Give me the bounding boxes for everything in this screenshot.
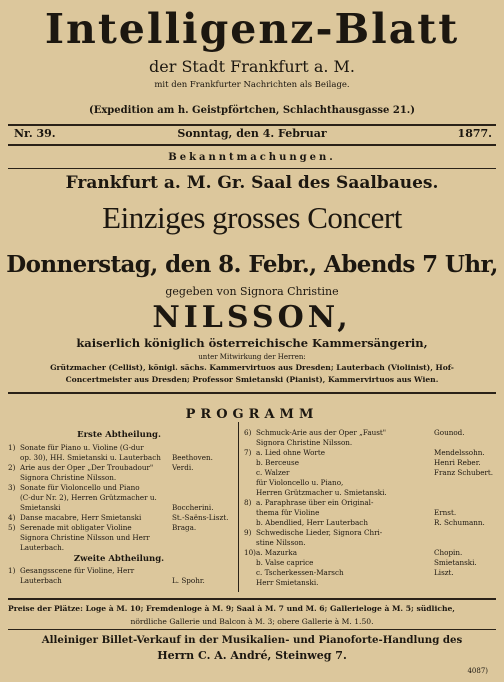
program-item-number: 1): [8, 443, 16, 452]
program-item-number: 6): [244, 428, 252, 437]
performers-line-1: Grützmacher (Cellist), königl. sächs. Kammervirtuos aus Dresden; Lauterbach (Violinist), Hof-: [50, 363, 454, 372]
artist-name: NILSSON,: [152, 300, 352, 335]
program-item-text: stine Nilsson.: [256, 538, 306, 547]
program-item-composer: St.-Saëns-Liszt.: [172, 513, 229, 522]
concert-headline: Einziges grosses Concert: [102, 200, 402, 235]
ad-reference-number: 4087): [467, 667, 488, 675]
program-item-text: Gesangsscene für Violine, Herr: [20, 566, 135, 575]
program-item-text: Herr Smietanski.: [256, 578, 319, 587]
program-item-text: Serenade mit obligater Violine: [20, 523, 132, 532]
program-item-composer: Franz Schubert.: [434, 468, 494, 477]
masthead-rule-top: [8, 124, 496, 126]
artist-title: kaiserlich königlich österreichische Kammersängerin,: [76, 336, 428, 350]
program-item-composer: Smietanski.: [434, 558, 477, 567]
concert-date: Donnerstag, den 8. Febr., Abends 7 Uhr,: [6, 251, 498, 278]
masthead-tagline: mit den Frankfurter Nachrichten als Beilage.: [154, 80, 350, 90]
program-item-composer: Boccherini.: [172, 503, 214, 512]
program-item-text: Sonate für Violoncello und Piano: [20, 483, 140, 492]
issue-number: Nr. 39.: [14, 127, 56, 140]
masthead-subtitle: der Stadt Frankfurt a. M.: [149, 57, 355, 76]
program-item-composer: L. Spohr.: [172, 576, 205, 585]
program-item-number: 8): [244, 498, 252, 507]
program-item-text: Signora Christine Nilsson.: [20, 473, 117, 482]
program-item-text: a. Mazurka: [256, 548, 297, 557]
masthead-rule-bottom: [8, 144, 496, 146]
program-heading: PROGRAMM: [185, 407, 319, 422]
program-item-number: 1): [8, 566, 16, 575]
program-item-text: op. 30), HH. Smietanski u. Lauterbach: [20, 453, 161, 462]
program-item-text: b. Abendlied, Herr Lauterbach: [256, 518, 368, 527]
sales-line-2: Herrn C. A. André, Steinweg 7.: [157, 649, 347, 662]
masthead-expedition: (Expedition am h. Geistpförtchen, Schlachthausgasse 21.): [88, 105, 416, 116]
performers-line-2: Concertmeister aus Dresden; Professor Smietanski (Pianist), Kammervirtuos aus Wien.: [65, 375, 439, 384]
program-item-text: Schmuck-Arie aus der Oper „Faust": [256, 428, 387, 437]
program-item-text: a. Paraphrase über ein Original-: [256, 498, 374, 507]
program-item-number: 7): [244, 448, 252, 457]
program-item-composer: Henri Reber.: [434, 458, 481, 467]
issue-year: 1877.: [457, 127, 492, 140]
masthead-title: Intelligenz-Blatt: [44, 5, 460, 53]
program-item-composer: Beethoven.: [172, 453, 213, 462]
program-item-number: 4): [8, 513, 16, 522]
program-item-composer: Verdi.: [172, 463, 194, 472]
program-item-text: für Violoncello u. Piano,: [256, 478, 344, 487]
sales-rule: [8, 629, 496, 630]
prices-line-1: Preise der Plätze: Loge à M. 10; Fremdenloge à M. 9; Saal à M. 7 und M. 6; Gallerieloge à M. 5; südliche,: [8, 604, 455, 613]
program-item-text: Lauterbach: [20, 576, 62, 585]
program-column-divider: [238, 422, 239, 592]
program-item-text: Sonate für Piano u. Violine (G-dur: [20, 443, 144, 452]
program-item-text: (C-dur Nr. 2), Herren Grützmacher u.: [20, 493, 157, 502]
prices-line-2: nördliche Gallerie und Balcon à M. 3; obere Gallerie à M. 1.50.: [130, 617, 374, 626]
program-item-number: 2): [8, 463, 16, 472]
program-item-text: Lauterbach.: [20, 543, 65, 552]
part1-heading: Erste Abtheilung.: [77, 430, 161, 440]
assisting-line: unter Mitwirkung der Herren:: [198, 353, 306, 361]
program-item-text: Signora Christine Nilsson und Herr: [20, 533, 150, 542]
program-item-text: Smietanski: [20, 503, 61, 512]
program-item-text: Schwedische Lieder, Signora Chri-: [256, 528, 383, 537]
program-item-composer: Gounod.: [434, 428, 465, 437]
program-item-composer: Chopin.: [434, 548, 463, 557]
program-item-text: c. Walzer: [256, 468, 290, 477]
program-item-composer: Ernst.: [434, 508, 457, 517]
program-item-text: c. Tscherkessen-Marsch: [256, 568, 344, 577]
program-item-number: 3): [8, 483, 16, 492]
program-item-text: Danse macabre, Herr Smietanski: [20, 513, 142, 522]
sales-line-1: Alleiniger Billet-Verkauf in der Musikalien- und Pianoforte-Handlung des: [41, 634, 463, 646]
program-item-text: thema für Violine: [256, 508, 320, 517]
section-heading: Bekanntmachungen.: [168, 152, 336, 163]
notice-rule-top: [8, 168, 496, 169]
program-item-text: Arie aus der Oper „Der Troubadour": [20, 463, 154, 472]
program-item-text: b. Valse caprice: [256, 558, 314, 567]
given-by: gegeben von Signora Christine: [165, 285, 339, 298]
program-item-composer: Mendelssohn.: [434, 448, 485, 457]
part2-heading: Zweite Abtheilung.: [73, 554, 165, 564]
program-item-composer: R. Schumann.: [434, 518, 485, 527]
program-item-text: Herren Grützmacher u. Smietanski.: [256, 488, 387, 497]
program-item-composer: Liszt.: [434, 568, 454, 577]
program-item-composer: Braga.: [172, 523, 197, 532]
program-rule-bottom: [8, 598, 496, 600]
program-item-text: Signora Christine Nilsson.: [256, 438, 353, 447]
program-item-text: b. Berceuse: [256, 458, 299, 467]
program-item-number: 10): [244, 548, 256, 557]
venue-line: Frankfurt a. M. Gr. Saal des Saalbaues.: [65, 173, 439, 193]
program-item-number: 9): [244, 528, 252, 537]
program-rule-top: [8, 392, 496, 394]
issue-date: Sonntag, den 4. Februar: [177, 127, 327, 140]
program-item-text: a. Lied ohne Worte: [256, 448, 325, 457]
program-item-number: 5): [8, 523, 16, 532]
